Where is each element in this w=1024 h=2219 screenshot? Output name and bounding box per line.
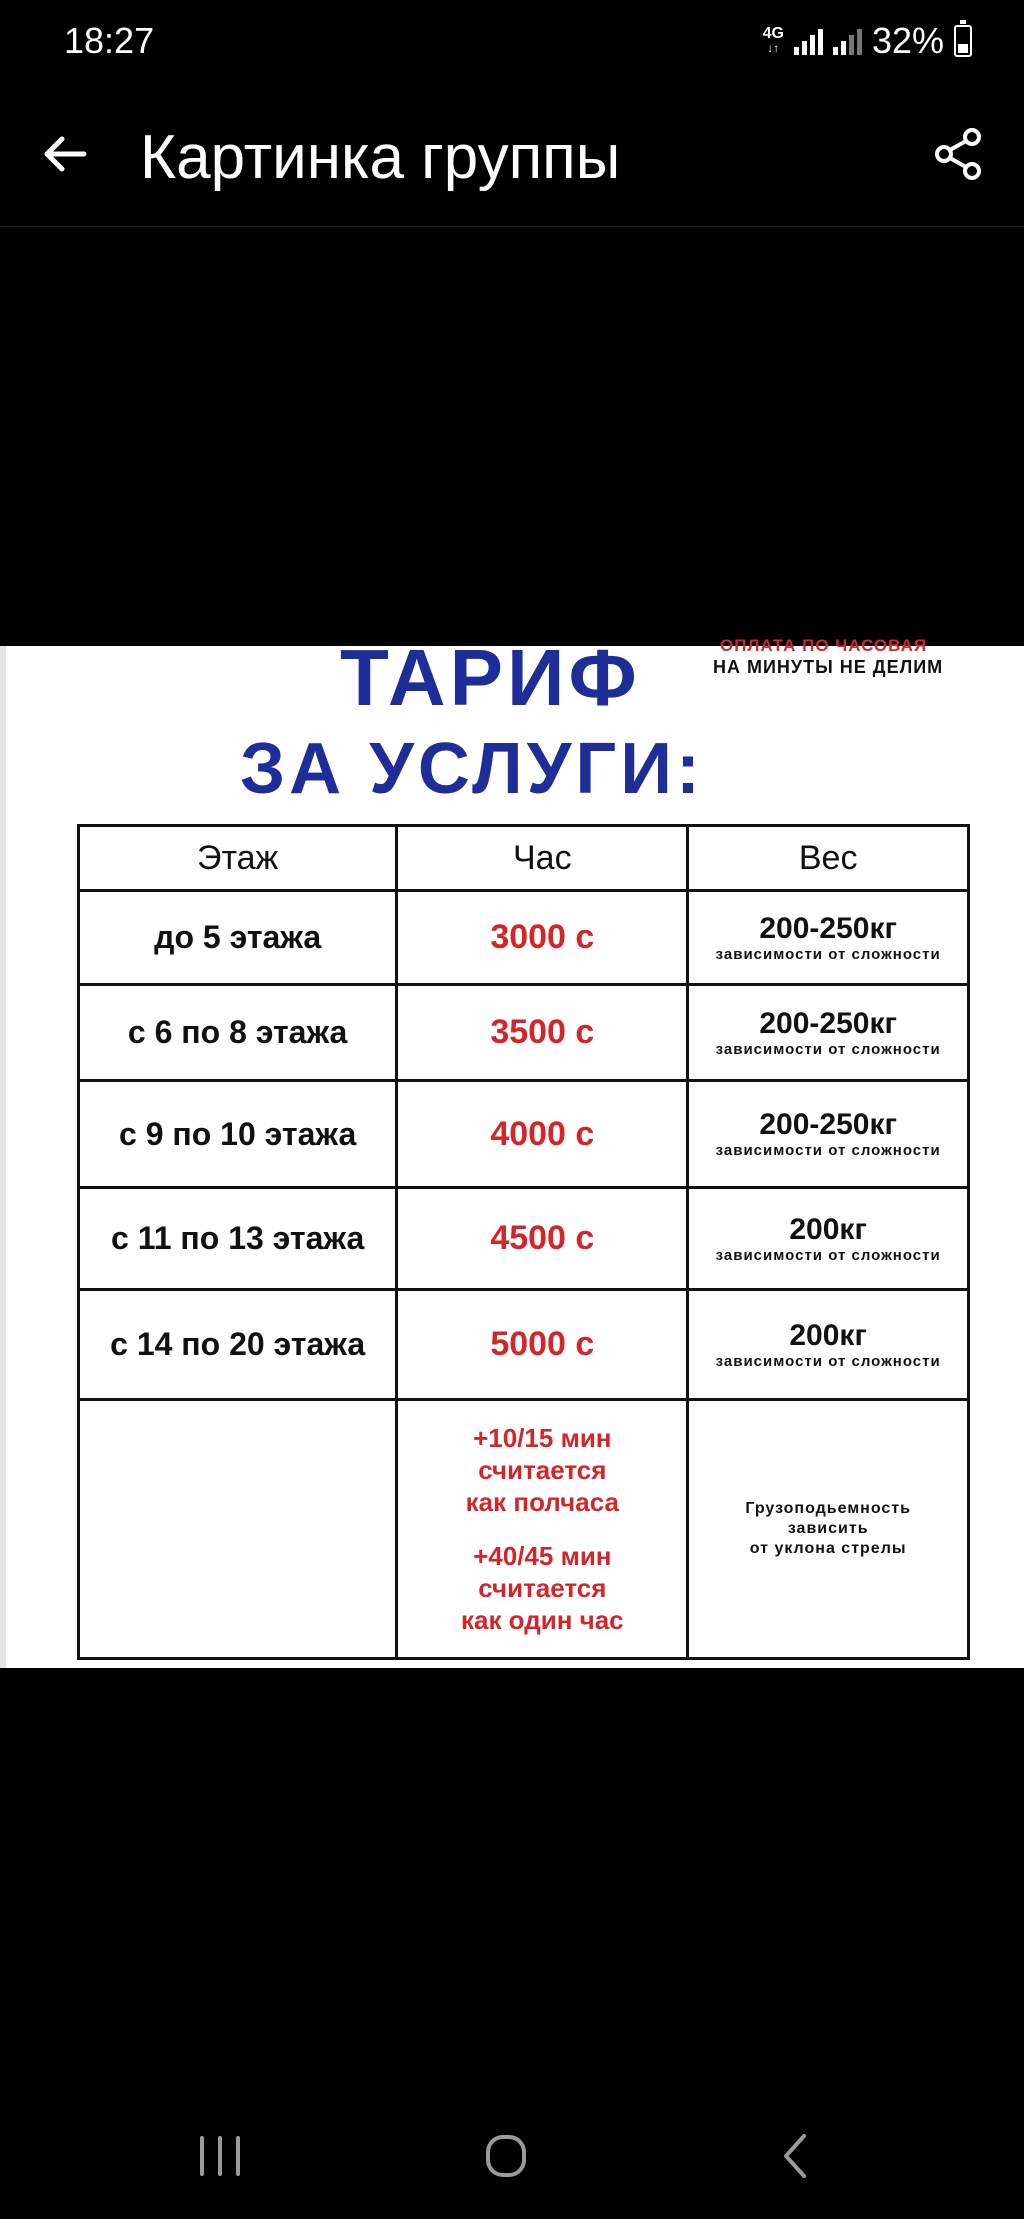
note-line: как полчаса (465, 1487, 619, 1517)
floor-cell: с 11 по 13 этажа (79, 1188, 397, 1290)
table-header-row (79, 826, 969, 891)
floor-cell: с 6 по 8 этажа (79, 985, 397, 1081)
app-bar (0, 86, 1024, 227)
home-icon (466, 2126, 546, 2186)
note-line: от уклона стрелы (749, 1540, 907, 1557)
price-cell: 5000 с (397, 1290, 688, 1400)
table-row (79, 985, 969, 1081)
network-type-indicator: 4G ↓↑ (762, 25, 784, 55)
weight-note: зависимости от сложности (715, 1246, 941, 1264)
battery-icon (954, 25, 972, 57)
signal-icon-sim2 (833, 27, 862, 55)
weight-value: 200кг (789, 1318, 867, 1352)
weight-note: зависимости от сложности (715, 1040, 941, 1058)
back-button[interactable] (36, 124, 96, 184)
header-hour: Час (397, 826, 688, 891)
weight-note: зависимости от сложности (715, 1142, 941, 1159)
weight-cell (688, 985, 969, 1081)
share-icon (928, 124, 988, 184)
price-cell: 3000 с (397, 891, 688, 985)
status-bar (0, 0, 1024, 86)
network-type-label: 4G (762, 25, 784, 42)
table-row (79, 1188, 969, 1290)
weight-cell (688, 1081, 969, 1188)
table-row (79, 1290, 969, 1400)
share-button[interactable] (928, 124, 988, 184)
note-line: Грузоподьемность (745, 1500, 911, 1517)
header-floor: Этаж (79, 826, 397, 891)
recent-apps-icon (180, 2126, 260, 2186)
recent-apps-button[interactable] (180, 2126, 260, 2186)
battery-percent: 32% (871, 20, 944, 61)
empty-cell (79, 1400, 397, 1659)
weight-value: 200-250кг (759, 1006, 897, 1040)
weight-cell (688, 891, 969, 985)
weight-value: 200-250кг (759, 1108, 897, 1141)
floor-cell: с 14 по 20 этажа (79, 1290, 397, 1400)
nav-back-button[interactable] (756, 2126, 836, 2186)
table-row (79, 891, 969, 985)
signal-icon (794, 27, 823, 55)
navigation-bar (0, 2100, 1024, 2219)
weight-note: зависимости от сложности (715, 1352, 941, 1370)
tariff-table (77, 824, 970, 1660)
status-icons (763, 20, 972, 62)
page-title: Картинка группы (140, 123, 621, 192)
time-rounding-note (397, 1400, 688, 1659)
price-cell: 4500 с (397, 1188, 688, 1290)
weight-note: зависимости от сложности (715, 945, 941, 963)
tariff-subtitle: НА МИНУТЫ НЕ ДЕЛИМ (713, 657, 944, 677)
capacity-note (688, 1400, 969, 1659)
floor-cell: до 5 этажа (79, 891, 397, 985)
weight-value: 200-250кг (759, 911, 897, 945)
back-icon (756, 2126, 836, 2186)
services-title: ЗА УСЛУГИ: (240, 729, 704, 809)
table-row-extra (79, 1400, 969, 1659)
price-cell: 3500 с (397, 985, 688, 1081)
image-viewer[interactable] (0, 633, 1024, 1668)
tariff-title: ТАРИФ (340, 633, 641, 722)
price-cell: 4000 с (397, 1081, 688, 1188)
weight-cell (688, 1290, 969, 1400)
weight-cell (688, 1188, 969, 1290)
note-line: считается (478, 1455, 607, 1485)
image-edge (0, 646, 6, 1668)
note-line: зависить (787, 1520, 869, 1537)
battery-fill (958, 44, 968, 53)
header-weight: Вес (688, 826, 969, 891)
cut-off-line: ОПЛАТА ПО ЧАСОВАЯ (720, 636, 928, 655)
home-button[interactable] (466, 2126, 546, 2186)
note-line: +10/15 мин (473, 1423, 612, 1453)
note-line: как один час (460, 1605, 624, 1635)
note-line: считается (478, 1573, 607, 1603)
arrow-left-icon (36, 124, 96, 184)
floor-cell: с 9 по 10 этажа (79, 1081, 397, 1188)
table-row (79, 1081, 969, 1188)
status-time: 18:27 (64, 20, 155, 61)
weight-value: 200кг (789, 1212, 867, 1246)
note-line: +40/45 мин (473, 1541, 612, 1571)
